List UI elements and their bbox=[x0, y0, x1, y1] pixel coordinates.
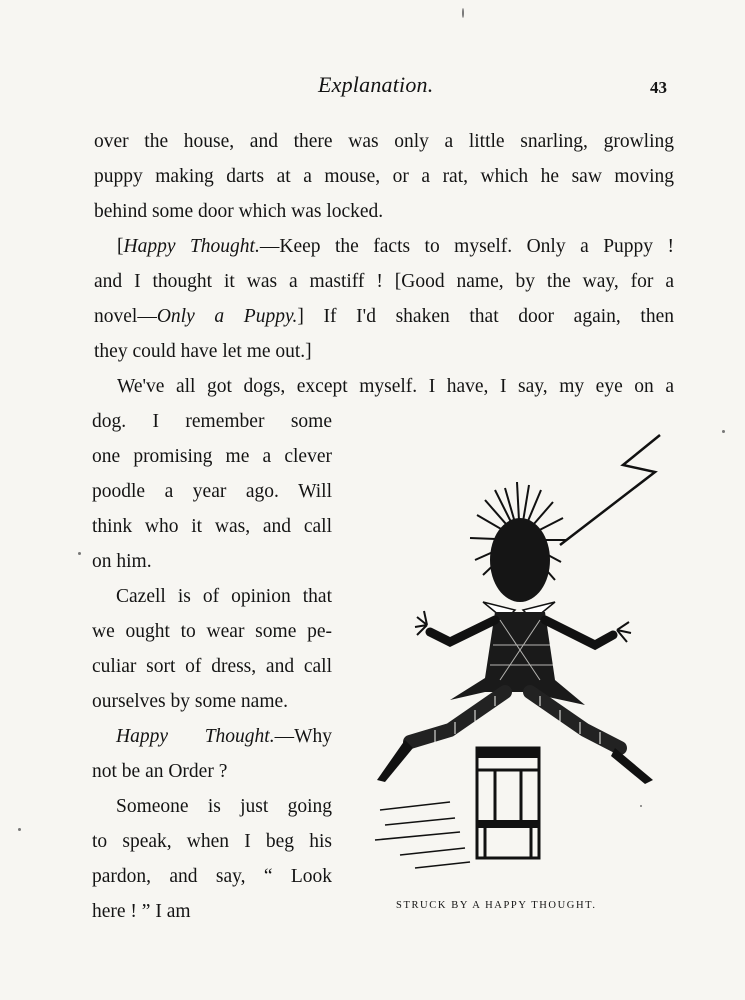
italic-phrase: Only a Puppy. bbox=[156, 306, 298, 327]
left-shoe bbox=[377, 740, 413, 782]
left-hand bbox=[415, 611, 427, 635]
text-line: we ought to wear some pe- bbox=[92, 621, 332, 642]
text-line: over the house, and there was only a little snarling, growling bbox=[94, 131, 674, 152]
text-span: novel— bbox=[94, 306, 157, 327]
italic-phrase: Happy Thought. bbox=[123, 236, 260, 257]
paper-speck bbox=[640, 805, 642, 807]
right-shoe bbox=[611, 748, 653, 784]
text-line: We've all got dogs, except myself. I have, I say, my eye on a bbox=[117, 376, 674, 397]
italic-phrase: Happy Thought. bbox=[116, 726, 275, 747]
right-hand bbox=[617, 622, 631, 642]
text-line: behind some door which was locked. bbox=[94, 201, 384, 222]
page-number: 43 bbox=[650, 78, 667, 97]
text-line: here ! ” I am bbox=[92, 901, 191, 922]
bracket: [ bbox=[117, 236, 124, 257]
text-line: Someone is just going bbox=[116, 796, 332, 817]
paper-speck bbox=[78, 552, 81, 555]
text-line: culiar sort of dress, and call bbox=[92, 656, 332, 677]
text-line: they could have let me out.] bbox=[94, 341, 312, 362]
text-line bbox=[117, 235, 674, 259]
text-line: puppy making darts at a mouse, or a rat, which he saw moving bbox=[94, 166, 674, 187]
paper-speck bbox=[18, 828, 21, 831]
text-line: pardon, and say, “ Look bbox=[92, 866, 332, 887]
right-arm bbox=[545, 620, 613, 645]
text-line: ourselves by some name. bbox=[92, 691, 289, 712]
text-line: Cazell is of opinion that bbox=[116, 586, 332, 607]
text-line: one promising me a clever bbox=[92, 446, 332, 467]
head bbox=[490, 518, 550, 602]
text-line bbox=[94, 305, 674, 329]
left-arm bbox=[430, 620, 495, 642]
chair bbox=[477, 748, 539, 858]
paper-speck bbox=[722, 430, 725, 433]
text-line bbox=[116, 725, 332, 749]
text-span: —Why bbox=[274, 726, 332, 747]
text-line: and I thought it was a mastiff ! [Good name, by the way, for a bbox=[94, 271, 674, 292]
text-span: —Keep the facts to myself. Only a Puppy ! bbox=[259, 236, 675, 257]
lightning-bolt-icon bbox=[560, 435, 660, 545]
paper-speck bbox=[462, 8, 464, 18]
running-head-title: Explanation. bbox=[318, 72, 434, 97]
text-line: on him. bbox=[92, 551, 152, 572]
text-line: to speak, when I beg his bbox=[92, 831, 332, 852]
text-line: think who it was, and call bbox=[92, 516, 332, 537]
figure-caption: STRUCK BY A HAPPY THOUGHT. bbox=[396, 900, 597, 911]
text-line: dog. I remember some bbox=[92, 411, 332, 432]
happy-thought-illustration bbox=[355, 430, 675, 880]
text-line: poodle a year ago. Will bbox=[92, 481, 332, 502]
text-span: ] If I'd shaken that door again, then bbox=[297, 306, 674, 327]
text-line: not be an Order ? bbox=[92, 761, 228, 782]
left-leg bbox=[410, 692, 505, 742]
motion-lines bbox=[375, 802, 470, 868]
